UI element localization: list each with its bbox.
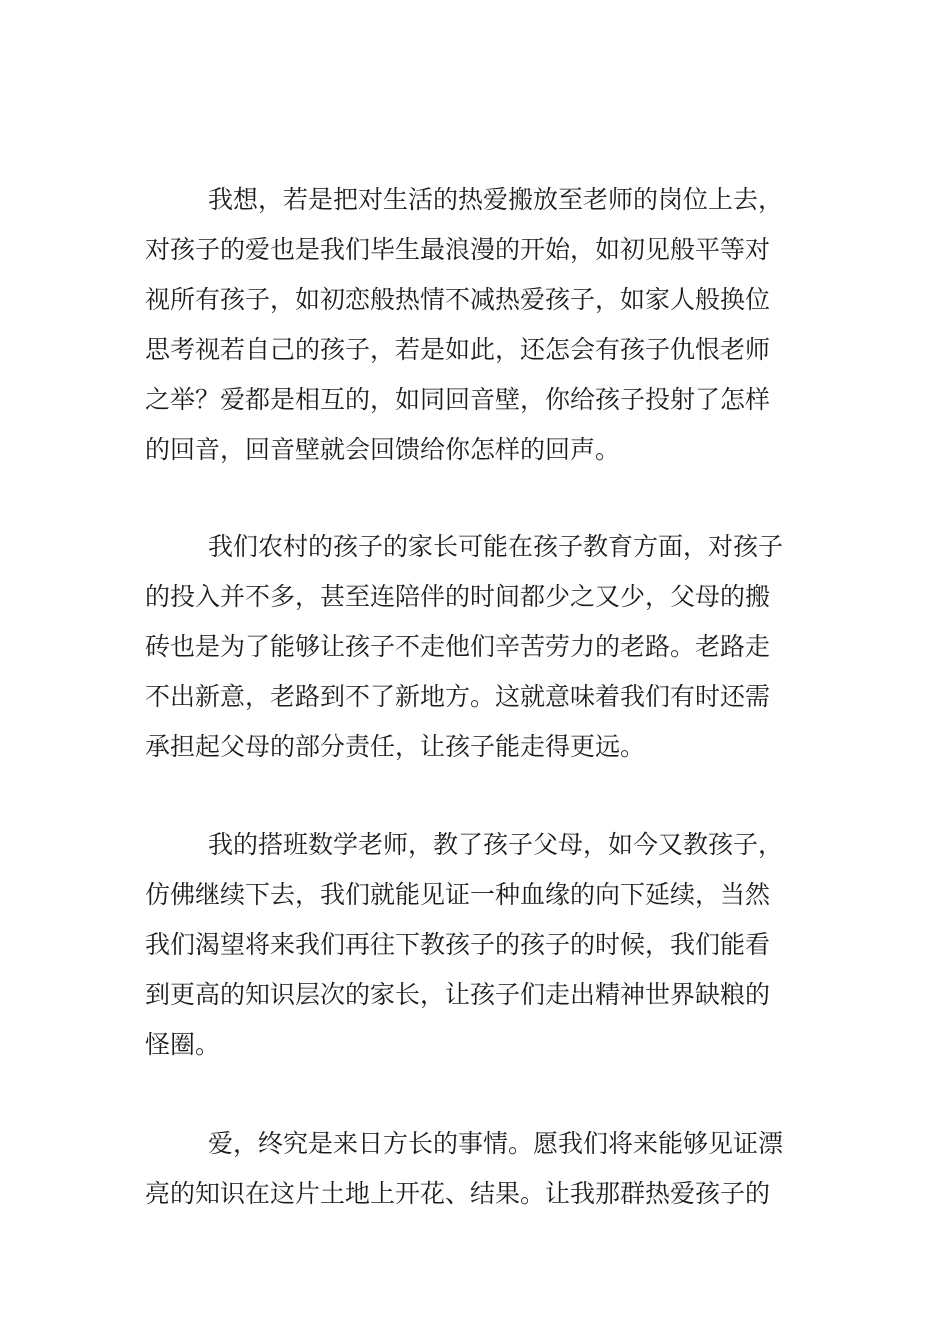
- paragraph-2: [145, 522, 783, 772]
- paragraph-line: 的投入并不多，甚至连陪伴的时间都少之又少，父母的搬: [145, 582, 771, 611]
- paragraph-line: 我想，若是把对生活的热爱搬放至老师的岗位上去，: [208, 185, 784, 214]
- paragraph-line: 怪圈。: [145, 1030, 221, 1059]
- paragraph-line: 到更高的知识层次的家长，让孩子们走出精神世界缺粮的: [145, 980, 771, 1009]
- paragraph-line: 之举？爱都是相互的，如同回音壁，你给孩子投射了怎样: [145, 385, 771, 414]
- paragraph-line: 我们农村的孩子的家长可能在孩子教育方面，对孩子: [208, 532, 784, 561]
- paragraph-line: 对孩子的爱也是我们毕生最浪漫的开始，如初见般平等对: [145, 235, 771, 264]
- paragraph-line: 砖也是为了能够让孩子不走他们辛苦劳力的老路。老路走: [145, 632, 771, 661]
- paragraph-line: 亮的知识在这片土地上开花、结果。让我那群热爱孩子的: [145, 1179, 771, 1208]
- paragraph-line: 我们渴望将来我们再往下教孩子的孩子的时候，我们能看: [145, 930, 771, 959]
- paragraph-line: 仿佛继续下去，我们就能见证一种血缘的向下延续，当然: [145, 880, 771, 909]
- paragraph-line: 视所有孩子，如初恋般热情不减热爱孩子，如家人般换位: [145, 285, 771, 314]
- paragraph-3: [145, 820, 783, 1070]
- paragraph-line: 不出新意，老路到不了新地方。这就意味着我们有时还需: [145, 682, 771, 711]
- paragraph-4: [145, 1119, 783, 1219]
- paragraph-line: 我的搭班数学老师，教了孩子父母，如今又教孩子，: [208, 830, 784, 859]
- paragraph-line: 的回音，回音壁就会回馈给你怎样的回声。: [145, 435, 621, 464]
- paragraph-line: 爱，终究是来日方长的事情。愿我们将来能够见证漂: [208, 1129, 784, 1158]
- paragraph-1: [145, 175, 783, 475]
- paragraph-line: 思考视若自己的孩子，若是如此，还怎会有孩子仇恨老师: [145, 335, 771, 364]
- paragraph-line: 承担起父母的部分责任，让孩子能走得更远。: [145, 732, 646, 761]
